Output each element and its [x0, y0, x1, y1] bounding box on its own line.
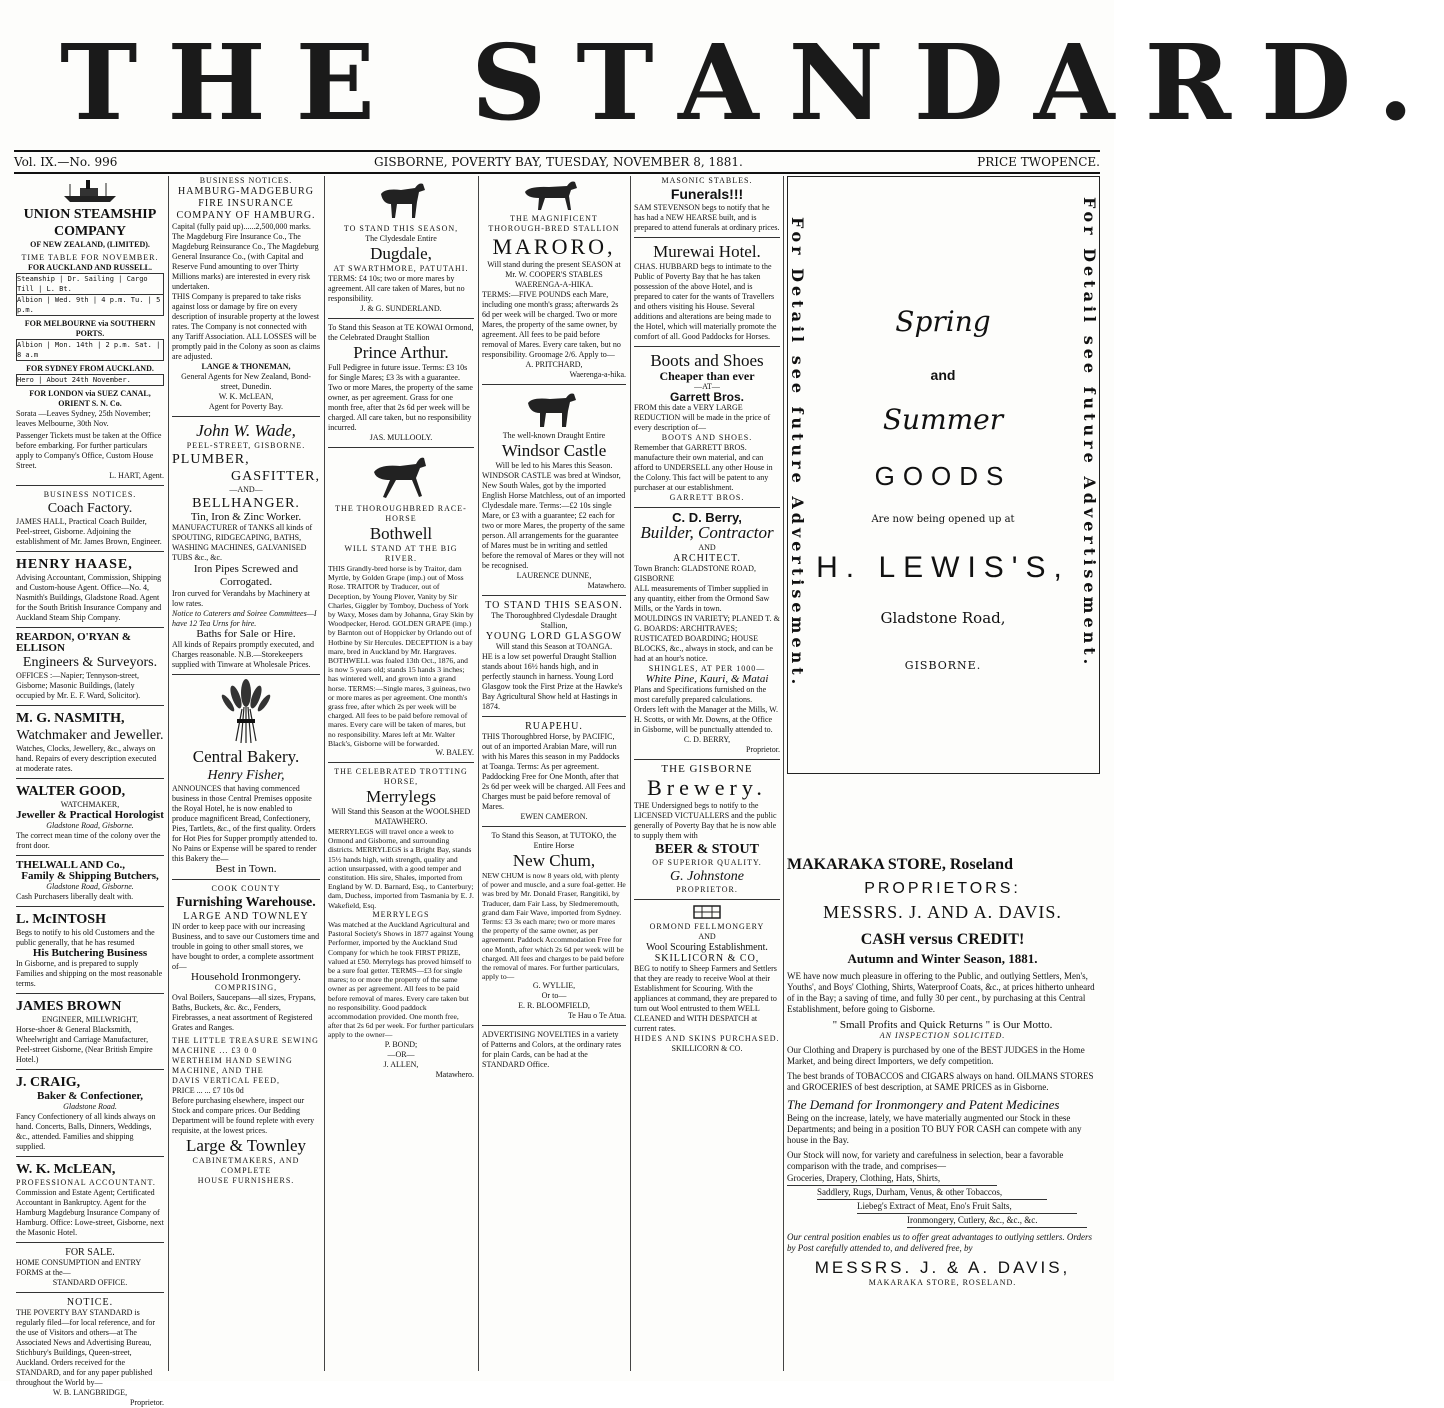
- lewis-town: GISBORNE.: [904, 659, 982, 672]
- inspection: AN INSPECTION SOLICITED.: [879, 1031, 1006, 1040]
- nasmith-text: Watches, Clocks, Jewellery, &c., always on hand. Repairs of every description executed at moderate rates.: [16, 744, 157, 773]
- before-text: Before purchasing elsewhere, inspect our Stock and compare prices. Our Bedding Department will be found replete with every requisite, at the lowest prices.: [172, 1096, 315, 1135]
- large-townley-heading: LARGE AND TOWNLEY: [183, 911, 309, 922]
- magnificent-heading: THE MAGNIFICENT THOROUGH-BRED STALLION: [488, 214, 620, 233]
- goods-text: GOODS: [874, 461, 1012, 491]
- allen-name: J. ALLEN,: [383, 1059, 419, 1069]
- builder-heading: Builder, Contractor: [640, 523, 774, 542]
- branch-text: Town Branch: GLADSTONE ROAD, GISBORNE: [634, 564, 756, 583]
- maroro-location: Will stand during the present SEASON at Mr. W. COOPER'S STABLES WAERENGA-A-HIKA.: [487, 260, 621, 289]
- agent-name: L. HART, Agent.: [109, 471, 164, 480]
- glasgow-text: HE is a low set powerful Draught Stallion stands about 16½ hands high, and in perfectly staunch in harness. Young Lord Glasgow took the First Prize at the Hawke's Bay Agricultural Show held at Hastings in 1874.: [482, 652, 623, 711]
- stand-season-heading: TO STAND THIS SEASON.: [485, 600, 623, 611]
- spring-text: Spring: [895, 305, 991, 338]
- wade-text: MANUFACTURER of TANKS all kinds of SPOUTING, RIDGECAPING, BATHS, WASHING MACHINES, GALVANISED TUBS &c., &c.: [172, 523, 313, 562]
- davis-feed: DAVIS VERTICAL FEED,: [172, 1076, 281, 1085]
- mcintosh-text: Begs to notify to his old Customers and the public generally, that he has resumed: [16, 928, 155, 947]
- price: PRICE TWOPENCE.: [977, 155, 1100, 169]
- haase-text: Advising Accountant, Commission, Shipping and Custom-house Agent. Office—No. 4, Nasmith's Buildings, Gladstone Road. Agent for the South British Insurance Company and Auckland Steam Ship Company.: [16, 573, 162, 622]
- garrett-text: FROM this date a VERY LARGE REDUCTION will be made in the price of every description of—: [634, 403, 771, 432]
- thelwall-sub2: Gladstone Road, Gisborne.: [46, 882, 134, 891]
- sydney-route: FOR SYDNEY FROM AUCKLAND.: [26, 364, 154, 373]
- fire-insurance-text2: THIS Company is prepared to take risks against loss or damage by fire on every description of insurable property at the lowest rates. The Company is not connected with any Tariff Association. ALL LOSSES will be promptly paid in the Colony as soon as claims are adjusted.: [172, 292, 320, 361]
- central-text: Our central position enables us to offer great advantages to outlying settlers. Orders by Post carefully attended to, and delivered free, by: [787, 1232, 1093, 1253]
- berry-title: Proprietor.: [746, 745, 780, 754]
- column-3: [328, 176, 474, 1371]
- baths-text: All kinds of Repairs promptly executed, and Charges reasonable. N.B.—Storekeepers supplied with Tinware at Wholesale Prices.: [172, 640, 314, 669]
- roseland-text: MAKARAKA STORE, ROSELAND.: [868, 1278, 1017, 1287]
- wade-gasfitter: GASFITTER,: [231, 469, 320, 484]
- or-text: —OR—: [387, 1049, 415, 1059]
- best-in-town: Best in Town.: [215, 863, 277, 875]
- murewai-text: CHAS. HUBBARD begs to intimate to the Public of Poverty Bay that he has taken possession of the above Hotel, and is prepared to cater for the wants of Travellers and others visiting his House. Several additions and alterations are being made to the Hotel, which will materially promote the comfort of all. Good Paddocks for Horses.: [634, 262, 777, 341]
- kowai-text: To Stand this Season at TE KOWAI Ormond, the Celebrated Draught Stallion: [328, 323, 474, 342]
- merrylegs-subheading: MERRYLEGS: [372, 909, 430, 919]
- and-text: and: [930, 367, 956, 383]
- date-place: GISBORNE, POVERTY BAY, TUESDAY, NOVEMBER 8, 1881.: [374, 155, 743, 169]
- motto: " Small Profits and Quick Returns " is Our Motto.: [832, 1019, 1053, 1031]
- craig-text: Fancy Confectionery of all kinds always on hand. Concerts, Balls, Dinners, Weddings, &c., attended. Families and shipping supplied.: [16, 1112, 156, 1151]
- coach-factory-heading: Coach Factory.: [47, 501, 133, 516]
- glasgow-heading: YOUNG LORD GLASGOW: [485, 631, 623, 642]
- stock-list-item: Ironmongery, Cutlery, &c., &c., &c.: [907, 1214, 1087, 1228]
- wade-bellhanger: BELLHANGER.: [192, 496, 300, 511]
- stock-list-item: Saddlery, Rugs, Durham, Venus, & other Tobaccos,: [817, 1186, 1047, 1200]
- wool-bale-icon: [692, 904, 722, 920]
- reardon-text: OFFICES :—Napier; Tennyson-street, Gisborne; Masonic Buildings, (lately occupied by Mr. E. F. Ward, Solicitor).: [16, 671, 141, 700]
- column-rule: [168, 176, 169, 1371]
- brewery-text: THE Undersigned begs to notify to the LICENSED VICTUALLERS and the public generally of Poverty Bay that he is now able to supply them with: [634, 801, 777, 840]
- baley-name: W. BALEY.: [435, 748, 474, 758]
- schedule-row: Steamship | Dr. Sailing | Cargo Till | L. Bt.: [16, 273, 164, 295]
- bothwell-text: THIS Grandly-bred horse is by Traitor, dam Myrtle, by Golden Grape (imp.) out of Moss Rose. TRAITOR by Traducer, out of Deception, by Young Plover, Vanity by Sir Charles, Giggler by Tomboy, Duchess of York by Waxy, Moses dam by Johanna, Gray Skin by Woodpecker, Herod. GOLDEN GRAPE (imp.) by Barnton out of Hoppicker by Orlando out of Hotbine by Sir Hercules. DECEPTION is a bay mare, bred in Auckland by Mr. Hargraves. BOTHWELL was foaled 13th Oct., 1876, and is now 5 years old; stands 15 hands 3 inches; has wintered well, and grown into a grand horse. TERMS:—Single mares, 3 guineas, two or more mares as per agreement. One month's grass free, after which 2s per week will be charged. All fees to be paid before removal of mares. Every care will be taken of mares, but no responsibility. Mares left at Mr. Walter Black's, Gisborne will be forwarded.: [328, 564, 474, 748]
- johnstone-name: G. Johnstone: [670, 869, 744, 884]
- stallion-icon: [519, 178, 589, 212]
- mclean-heading: W. K. McLEAN,: [16, 1162, 116, 1177]
- garrett-signature: GARRETT BROS.: [669, 493, 745, 502]
- tutoko-text: To Stand this Season, at TUTOKO, the Entire Horse: [491, 831, 617, 850]
- lange-agent-title: Agent for Poverty Bay.: [208, 402, 284, 411]
- lange-sub: General Agents for New Zealand, Bond-street, Dunedin.: [181, 372, 311, 391]
- bloomfield-name: E. R. BLOOMFIELD,: [518, 1001, 590, 1011]
- davis-heading: MESSRS. J. AND A. DAVIS.: [823, 902, 1062, 922]
- caterers-text: Notice to Caterers and Soiree Committees—I have 12 Tea Urns for hire.: [172, 609, 317, 628]
- maroro-terms: TERMS:—FIVE POUNDS each Mare, including one month's grass; afterwards 2s 6d per week will be charged. Two or more Mares, the property of the same owner, by agreement. All fees to be paid before removal of Mares. Every care taken, but no responsibility. Groomage 2/6. Apply to—: [482, 290, 621, 359]
- merrylegs-location: Will Stand this Season at the WOOLSHED MATAWHERO.: [331, 807, 471, 827]
- sunderland-name: J. & G. SUNDERLAND.: [360, 304, 442, 313]
- orders-text: Orders left with the Manager at the Mills, W. H. Scotts, or with Mr. Downs, at the Office in Gisborne, will be punctually attended to.: [634, 705, 778, 734]
- bothwell-heading: Bothwell: [369, 524, 433, 543]
- lewis-advertisement: [787, 176, 1100, 774]
- dugdale-terms: TERMS: £4 10s; two or more mares by agreement. All care taken of Mares, but no responsibility.: [328, 274, 465, 303]
- windsor-led: Will be led to his Mares this Season.: [495, 461, 613, 470]
- good-heading: WALTER GOOD,: [16, 784, 126, 799]
- dugdale-location: AT SWARTHMORE, PATUTAHI.: [333, 264, 469, 273]
- prince-arthur-text: Full Pedigree in future issue. Terms: £3 10s for Single Mares; £3 3s with a guarantee. Two or more Mares, the property of the same owner, as per agreement. Grass for one month free, after that 2s 6d per week will be charged. All care taken, but no responsibility incurred.: [328, 363, 473, 432]
- sale-sub: STANDARD OFFICE.: [52, 1278, 128, 1287]
- trotting-heading: THE CELEBRATED TROTTING HORSE,: [334, 767, 468, 787]
- column-5: [634, 176, 780, 1371]
- novelties-text: ADVERTISING NOVELTIES in a variety of Patterns and Colors, at the ordinary rates for plain Cards, can be had at the STANDARD Office.: [482, 1030, 622, 1070]
- lange-agent: W. K. McLEAN,: [218, 392, 274, 401]
- fisher-name: Henry Fisher,: [207, 768, 285, 783]
- hides-text: HIDES AND SKINS PURCHASED.: [634, 1034, 780, 1043]
- garrett-text2: Remember that GARRETT BROS. manufacture their own material, and can afford to UNDERSELL any other House in the Colony. This fact will be patent to any purchaser at our establishment.: [634, 443, 773, 492]
- sale-heading: FOR SALE.: [65, 1247, 115, 1258]
- comprising: COMPRISING,: [214, 983, 278, 992]
- cash-heading: CASH versus CREDIT!: [860, 931, 1025, 948]
- nasmith-subheading: Watchmaker and Jeweller.: [16, 728, 164, 743]
- and-text2: AND: [698, 932, 716, 941]
- demand-heading: The Demand for Ironmongery and Patent Medicines: [787, 1097, 1060, 1112]
- messrs-heading: MESSRS. J. & A. DAVIS,: [814, 1258, 1071, 1277]
- horse-icon: [371, 178, 431, 222]
- pipes-heading: Iron Pipes Screwed and Corrogated.: [193, 563, 299, 588]
- autumn-heading: Autumn and Winter Season, 1881.: [847, 951, 1038, 966]
- reardon-heading: REARDON, O'RYAN & ELLISON: [16, 631, 132, 654]
- cook-county: COOK COUNTY: [211, 884, 281, 893]
- baths-heading: Baths for Sale or Hire.: [196, 628, 296, 640]
- masonic-heading: MASONIC STABLES.: [661, 176, 753, 185]
- stand-heading: TO STAND THIS SEASON,: [343, 224, 459, 233]
- makaraka-body1: WE have now much pleasure in offering to the Public, and outlying Settlers, Men's, Youths', and Boys' Clothing, Shirts, Waterproof Coats, &c., at prices hitherto unheard of in the Bay; a saving of time, and fully 30 per cent., by purchasing at this Central Establishment, before going to Gisborne.: [787, 971, 1095, 1014]
- pritchard-place: Waerenga-a-hika.: [569, 370, 626, 379]
- notice-text: THE POVERTY BAY STANDARD is regularly filed—for local reference, and for the use of Visitors and others—at The Associated News and Advertising Bureau, Stichbury's Buildings, Queen-street, Auckland. Orders received for the STANDARD, and for any paper published throughout the World by—: [16, 1308, 156, 1387]
- racehorse-icon: [366, 452, 436, 502]
- makaraka-store: MAKARAKA STORE, Roseland: [787, 856, 1013, 873]
- mcintosh-sub: His Butchering Business: [32, 947, 148, 959]
- proprietors-heading: PROPRIETORS:: [864, 880, 1021, 897]
- or-to: Or to—: [541, 991, 567, 1001]
- draught-horse-icon: [522, 389, 586, 429]
- ruapehu-text: THIS Thoroughbred Horse, by PACIFIC, out of an imported Arabian Mare, will run with his Mares this season in my Paddocks at Toanga. Terms: As per agreement. Paddocking Free for One Month, after that 2s 6d per week will be charged. All Fees and Charges must be paid before removal of Mares.: [482, 732, 626, 811]
- nasmith-heading: M. G. NASMITH,: [16, 711, 125, 726]
- mouldings-text: MOULDINGS IN VARIETY; PLANED T. & G. BOARDS: ARCHITRAVES; RUSTICATED BOARDING; HOUSE BLOCKS, &c., always in stock, and can be had at an hour's notice.: [634, 614, 780, 663]
- berry-text: ALL measurements of Timber supplied in any quantity, either from the Ormond Saw Mills, or the Yards in town.: [634, 584, 770, 613]
- business-notices-heading: BUSINESS NOTICES.: [199, 176, 293, 185]
- mcintosh-text2: In Gisborne, and is prepared to supply Families and shipping on the most reasonable terms.: [16, 959, 163, 988]
- wertheim-machine: WERTHEIM HAND SEWING MACHINE, AND THE: [172, 1056, 293, 1075]
- berry-signature: C. D. BERRY,: [683, 735, 731, 744]
- wade-heading: John W. Wade,: [196, 421, 296, 440]
- new-chum-heading: New Chum,: [512, 851, 596, 870]
- reardon-subheading: Engineers & Surveyors.: [22, 655, 158, 670]
- schedule-row: Hero | About 24th November.: [16, 374, 164, 386]
- boots-subheading: BOOTS AND SHOES.: [661, 433, 753, 442]
- mclean-sub: PROFESSIONAL ACCOUNTANT.: [16, 1178, 156, 1187]
- masthead-title: THE STANDARD.: [60, 21, 1444, 144]
- dunne-name: LAURENCE DUNNE,: [516, 571, 592, 580]
- new-chum-text: NEW CHUM is now 8 years old, with plenty of power and muscle, and a sure foal-getter. He was bred by Mr. Donald Fraser, Rangitiki, by Traducer, dam Fair Lass, by Sledmeremouth, grand dam Fair Wave, imported from Sydney. Terms: £3 3s each mare; two or more mares the property of the same owner, as per agreement. Paddock Accommodation Free for one Month, after which 2s 6d per week will be charged. All fees and charges to be paid before the removal of mares. For further particulars, apply to—: [482, 871, 626, 982]
- dunne-place: Matawhero.: [587, 581, 626, 590]
- clyde-entire: The Clydesdale Entire: [365, 234, 437, 243]
- dateline: [14, 150, 1100, 174]
- craig-sub2: Gladstone Road.: [63, 1102, 117, 1111]
- comprising-text: Oval Boilers, Saucepans—all sizes, Frypans, Baths, Buckets, &c. &c., Fenders, Firebrasses, a neat assortment of Registered Grates and Ranges.: [172, 993, 316, 1032]
- business-notices-heading: BUSINESS NOTICES.: [43, 490, 137, 499]
- merrylegs-text2: Was matched at the Auckland Agricultural and Pastoral Society's Shows in 1877 against Young Performer, imported by the Auckland Stud Company for which he took FIRST PRIZE, valued at £50. Merrylegs has proved himself to be a sure foal getter. TERMS—£3 for single mares; to or more the property of the same owner as per agreement. All fees to be paid before removal of mares. Every care taken but no responsibility. Good paddock accommodation provided. One month free, after that 2s 6d per week. For further particulars apply to the owner—: [328, 919, 474, 1040]
- wade-address: PEEL-STREET, GISBORNE.: [186, 441, 306, 450]
- pine-text: White Pine, Kauri, & Matai: [645, 673, 769, 685]
- melbourne-route: FOR MELBOURNE via SOUTHERN PORTS.: [24, 319, 156, 338]
- makaraka-body4: Being on the increase, lately, we have materially augmented our Stock in these Departments; and being in a position TO BUY FOR CASH can compete with any house in the Bay.: [787, 1113, 1082, 1145]
- pritchard-name: A. PRITCHARD,: [525, 360, 583, 369]
- wool-heading: Wool Scouring Establishment.: [646, 942, 768, 953]
- boots-heading: Boots and Shoes: [650, 351, 764, 370]
- superior-text: OF SUPERIOR QUALITY.: [652, 858, 762, 867]
- makaraka-body2: Our Clothing and Drapery is purchased by one of the BEST JUDGES in the Home Market, and being direct Importers, we defy competition.: [787, 1045, 1085, 1066]
- skillicorn-text: BEG to notify to Sheep Farmers and Settlers that they are ready to receive Wool at their Establishment for Scouring. With the appliances at command, they are prepared to turn out Wool entrusted to them WELL CLEANED and WITH DESPATCH at current rates.: [634, 964, 777, 1033]
- brown-sub: ENGINEER, MILLWRIGHT,: [41, 1015, 139, 1024]
- timetable-heading: TIME TABLE FOR NOVEMBER.: [21, 253, 159, 262]
- london-route: FOR LONDON via SUEZ CANAL, ORIENT S. N. Co.: [29, 389, 151, 408]
- sorata-text: Sorata —Leaves Sydney, 25th November; leaves Melbourne, 30th Nov.: [16, 409, 151, 428]
- cheaper-heading: Cheaper than ever: [659, 369, 755, 383]
- thoroughbred-heading: THE THOROUGHBRED RACE-HORSE: [335, 504, 467, 523]
- opened-text: Are now being opened up at: [871, 514, 1015, 525]
- summer-text: Summer: [882, 403, 1004, 436]
- prince-arthur-heading: Prince Arthur.: [353, 343, 449, 362]
- dugdale-heading: Dugdale,: [370, 244, 432, 263]
- thelwall-sub1: Family & Shipping Butchers,: [21, 870, 159, 882]
- johnstone-title: PROPRIETOR.: [676, 885, 738, 894]
- bond-name: P. BOND;: [384, 1039, 418, 1049]
- craig-sub1: Baker & Confectioner,: [36, 1090, 143, 1102]
- coach-factory-text: JAMES HALL, Practical Coach Builder, Peel-street, Gisborne. Adjoining the establishment of Mr. James Brown, Engineer.: [16, 517, 162, 546]
- garrett-heading: Garrett Bros.: [669, 390, 745, 404]
- langbridge-name: W. B. LANGBRIDGE,: [52, 1388, 128, 1397]
- wyllie-name: G. WYLLIE,: [532, 981, 576, 991]
- mcintosh-heading: L. McINTOSH: [16, 912, 106, 927]
- at-text: —AT—: [694, 382, 720, 391]
- wade-and: —AND—: [229, 485, 263, 494]
- column-1: [16, 176, 164, 1407]
- known-text: The well-known Draught Entire: [502, 431, 606, 440]
- bothwell-location: WILL STAND AT THE BIG RIVER.: [344, 544, 458, 563]
- mullooly-name: JAS. MULLOOLY.: [369, 433, 433, 442]
- volume-number: Vol. IX.—No. 996: [14, 155, 118, 169]
- good-text: The correct mean time of the colony over the front door.: [16, 831, 161, 850]
- mclean-text: Commission and Estate Agent; Certificated Accountant in Bankruptcy. Agent for the Hamburg Magdeburg Insurance Company of Hamburg. Office: Lowe-street, Gisborne, next the Masonic Hotel.: [16, 1188, 164, 1237]
- shingles-text: SHINGLES, AT PER 1000—: [648, 664, 766, 673]
- pipes-text: Iron curved for Verandahs by Machinery at low rates.: [172, 589, 311, 608]
- column-2: [172, 176, 320, 1371]
- makaraka-advertisement: [787, 856, 1098, 1371]
- schedule-row: Albion | Mon. 14th | 2 p.m. Sat. | 8 a.m: [16, 339, 164, 361]
- furnishing-heading: Furnishing Warehouse.: [176, 895, 316, 910]
- cabinetmakers: CABINETMAKERS, AND COMPLETE: [192, 1156, 300, 1175]
- funerals-text: SAM STEVENSON begs to notify that he has had a NEW HEARSE built, and is prepared to attend funerals at ordinary prices.: [634, 203, 780, 232]
- sewing-machine: THE LITTLE TREASURE SEWING MACHINE ... £3 0 0: [172, 1036, 319, 1055]
- schedule-row: Albion | Wed. 9th | 4 p.m. Tu. | 5 p.m.: [16, 295, 164, 316]
- maroro-heading: MARORO,: [492, 234, 616, 259]
- brewery-heading: Brewery.: [647, 775, 767, 800]
- davis-price: PRICE ... ... £7 10s 0d: [172, 1086, 244, 1095]
- ruapehu-heading: RUAPEHU.: [525, 721, 583, 732]
- passenger-text: Passenger Tickets must be taken at the Office before embarking. For further particulars apply to Company's Office, Custom House Street.: [16, 431, 162, 470]
- stock-list-item: Groceries, Drapery, Clothing, Hats, Shirts,: [787, 1172, 997, 1186]
- and-text: AND: [698, 543, 716, 552]
- auckland-route: FOR AUCKLAND AND RUSSELL.: [27, 263, 153, 272]
- fire-insurance-text: Capital (fully paid up)......2,500,000 marks. The Magdeburg Fire Insurance Co., The Magdeburg Reinsurance Co., The Magdeburg General Insurance Co., (with Capital and Reserve Fund amounting to over Thirty Millions marks) are interested in every risk undertaken.: [172, 222, 319, 291]
- vertical-text-left: For Detail see future Advertisement.: [788, 217, 807, 689]
- good-sub3: Gladstone Road, Gisborne.: [46, 821, 134, 830]
- merrylegs-heading: Merrylegs: [366, 787, 436, 807]
- thelwall-text: Cash Purchasers liberally dealt with.: [16, 892, 134, 901]
- glasgow-location: Will stand this Season at TOANGA.: [495, 642, 613, 651]
- architect-heading: ARCHITECT.: [673, 553, 741, 564]
- plans-text: Plans and Specifications furnished on the most carefully prepared calculations.: [634, 685, 767, 704]
- wade-plumber: PLUMBER,: [172, 452, 250, 467]
- household-heading: Household Ironmongery.: [191, 971, 301, 983]
- fire-insurance-heading: HAMBURG-MADGEBURG FIRE INSURANCE COMPANY OF HAMBURG.: [176, 186, 316, 221]
- wade-worker: Tin, Iron & Zinc Worker.: [190, 511, 302, 523]
- cameron-name: EWEN CAMERON.: [520, 812, 588, 821]
- fisher-text: ANNOUNCES that having commenced business in those Central Premises opposite the Royal Hotel, he is now enabled to produce magnificent Bread, Confectionery, Pies, Tartlets, &c., of the first quality. Orders for Hot Pies for Supper promptly attended to. No Pains or Expense will be spared to render this Bakery the—: [172, 784, 318, 863]
- lange-name: LANGE & THONEMAN,: [201, 362, 291, 371]
- merrylegs-text: MERRYLEGS will travel once a week to Ormond and Gisborne, and surrounding districts. MERRYLEGS is a Bright Bay, stands 15½ hands high, with strength, quality and action unsurpassed, with a good temper and constitution. His sire, Shales, imported from England by W. D. Barnard, Esq., to Canterbury; dam, Duchess, imported from Tasmania by E. J. Wakefield, Esq.: [328, 827, 474, 910]
- skillicorn-signature: SKILLICORN & CO.: [671, 1044, 743, 1053]
- good-sub2: Jeweller & Practical Horologist: [16, 809, 164, 821]
- skillicorn-heading: SKILLICORN & CO,: [654, 953, 760, 964]
- funerals-heading: Funerals!!!: [670, 186, 744, 202]
- thelwall-heading: THELWALL AND Co.,: [16, 859, 126, 871]
- murewai-heading: Murewai Hotel.: [653, 242, 761, 261]
- lewis-name: H. LEWIS'S,: [816, 551, 1070, 584]
- brown-text: Horse-shoer & General Blacksmith, Wheelwright and Carriage Manufacturer, Peel-street Gisborne, (Near British Empire Hotel.): [16, 1025, 153, 1064]
- column-rule: [630, 176, 631, 1371]
- makaraka-body3: The best brands of TOBACCOS and CIGARS always on hand. OILMANS STORES and GROCERIES of best description, at SAME PRICES as in Gisborne.: [787, 1071, 1094, 1092]
- vertical-text-right: For Detail see future Advertisement.: [1080, 197, 1099, 669]
- lewis-road: Gladstone Road,: [880, 609, 1006, 627]
- windsor-heading: Windsor Castle: [501, 441, 607, 460]
- column-rule: [783, 176, 784, 1371]
- column-rule: [478, 176, 479, 1371]
- ship-company-name: UNION STEAMSHIP COMPANY: [23, 207, 157, 239]
- notice-heading: NOTICE.: [66, 1297, 114, 1308]
- bakery-heading: Central Bakery.: [192, 747, 300, 766]
- brown-heading: JAMES BROWN: [16, 999, 122, 1014]
- large-text: IN order to keep pace with our increasing Business, and to save our Customers time and trouble in going to other small stores, we have bought to order, a complete assortment of—: [172, 922, 320, 971]
- house-furnishers: HOUSE FURNISHERS.: [197, 1176, 295, 1185]
- clydesdale-text: The Thoroughbred Clydesdale Draught Stallion,: [491, 611, 617, 630]
- sale-text: HOME CONSUMPTION and ENTRY FORMS at the—: [16, 1258, 141, 1277]
- beer-heading: BEER & STOUT: [655, 842, 759, 857]
- steamship-icon: [60, 178, 120, 204]
- berry-heading: C. D. Berry,: [672, 510, 742, 525]
- column-rule: [324, 176, 325, 1371]
- craig-heading: J. CRAIG,: [16, 1075, 81, 1090]
- langbridge-title: Proprietor.: [130, 1398, 164, 1407]
- large-townley-name: Large & Townley: [186, 1136, 306, 1155]
- windsor-text: WINDSOR CASTLE was bred at Windsor, New South Wales, got by the imported English Horse Matchless, out of an imported Clydesdale mare. Terms:—£2 10s single Mare, or £3 with a guarantee; £2 each for two or more Mares, the property of the same person. All arrangements for the guarantee of Mares must be in writing and settled before the removal of Mares or they will not be recognised.: [482, 471, 626, 570]
- wheat-sheaf-icon: [211, 679, 281, 745]
- good-sub1: WATCHMAKER,: [60, 800, 120, 809]
- makaraka-body5: Our Stock will now, for variety and carefulness in selection, bear a favorable comparison with the trade, and comprises—: [787, 1150, 1064, 1171]
- gisborne-heading: THE GISBORNE: [661, 763, 753, 775]
- stock-list-item: Liebeg's Extract of Meat, Eno's Fruit Salts,: [857, 1200, 1077, 1214]
- ship-company-subtitle: OF NEW ZEALAND, (LIMITED).: [30, 240, 150, 249]
- haase-heading: HENRY HAASE,: [16, 557, 133, 572]
- column-4: [482, 176, 626, 1371]
- matawhero: Matawhero.: [435, 1069, 474, 1079]
- tahora: Te Hau o Te Atua.: [567, 1011, 626, 1021]
- ormond-heading: ORMOND FELLMONGERY: [649, 922, 765, 931]
